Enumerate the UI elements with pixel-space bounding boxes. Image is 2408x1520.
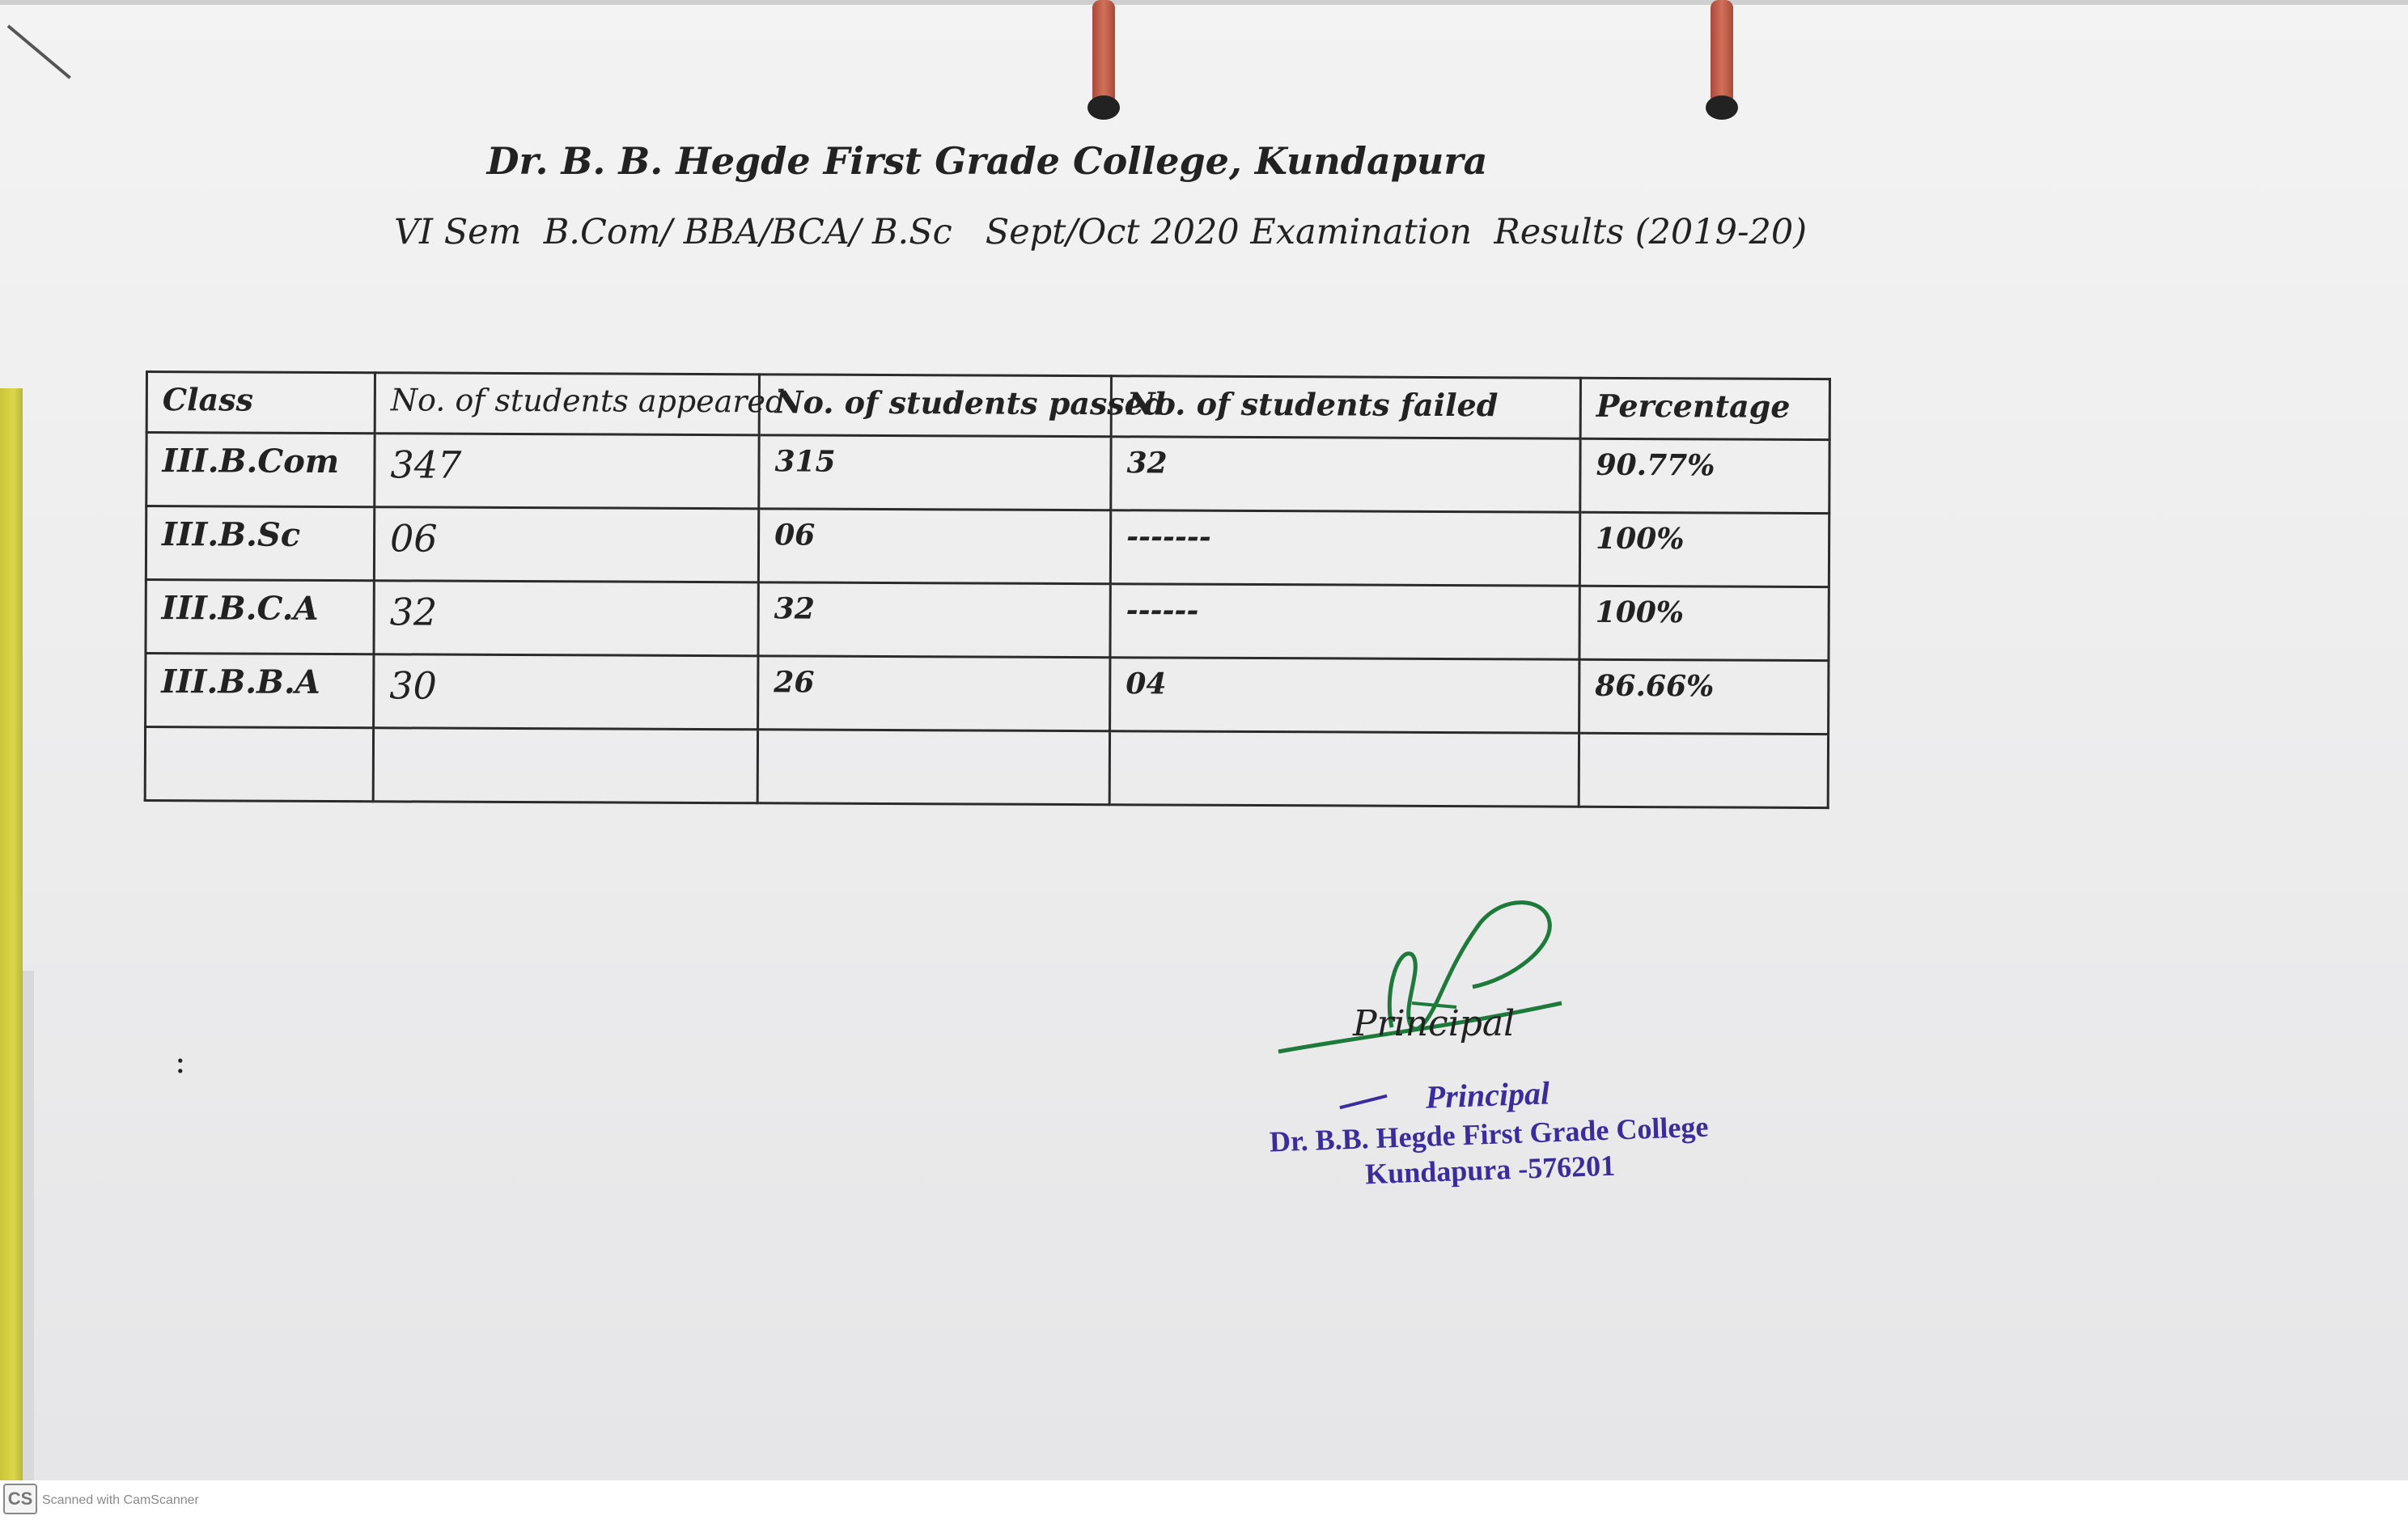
cell-class: III.B.Com	[146, 433, 375, 507]
table-row	[146, 506, 1829, 587]
stamp-college: Dr. B.B. Hegde First Grade College	[1269, 1110, 1709, 1158]
cell-failed: -------	[1110, 510, 1579, 586]
cell-empty	[373, 728, 757, 803]
cell-passed: 32	[758, 582, 1110, 658]
binding-string-right	[1711, 0, 1733, 105]
cell-appeared: 32	[374, 581, 758, 656]
scanner-watermark: Scanned with CamScanner	[42, 1493, 199, 1507]
cell-percentage: 100%	[1579, 512, 1829, 586]
exam-subtitle: VI Sem B.Com/ BBA/BCA/ B.Sc Sept/Oct 2020 Examination Results (2019-20)	[393, 212, 1807, 252]
folder-edge	[0, 388, 23, 1480]
cell-appeared: 06	[374, 507, 758, 582]
cell-class: III.B.C.A	[146, 580, 374, 654]
page-top-edge	[0, 0, 2408, 5]
table-row	[146, 654, 1829, 735]
cell-percentage: 90.77%	[1580, 438, 1829, 513]
cell-passed: 26	[758, 656, 1110, 731]
college-title: Dr. B. B. Hegde First Grade College, Kundapura	[486, 139, 1488, 183]
header-passed: No. of students passed	[759, 375, 1111, 437]
signature-label: Principal	[1353, 1003, 1516, 1044]
stamp-address: Kundapura -576201	[1364, 1149, 1616, 1191]
camscanner-icon: CS	[3, 1484, 37, 1514]
cell-failed: ------	[1110, 584, 1579, 660]
header-appeared: No. of students appeared	[375, 373, 759, 435]
cell-empty	[1109, 731, 1579, 807]
cell-empty	[145, 727, 373, 802]
cell-failed: 04	[1110, 658, 1579, 734]
college-stamp	[1244, 1068, 1733, 1196]
table-row-empty	[145, 727, 1828, 808]
cell-class: III.B.Sc	[146, 506, 374, 581]
stamp-title: Principal	[1425, 1074, 1550, 1116]
results-table	[144, 370, 1831, 809]
table-row	[146, 580, 1829, 661]
scan-footer	[0, 1480, 2408, 1520]
cell-empty	[1579, 733, 1828, 807]
cell-appeared: 30	[374, 654, 758, 730]
cell-failed: 32	[1111, 437, 1580, 513]
cell-percentage: 100%	[1579, 586, 1829, 660]
binding-hole-left	[1087, 95, 1120, 120]
cell-passed: 06	[758, 509, 1110, 584]
header-percentage: Percentage	[1580, 378, 1829, 439]
binding-hole-right	[1706, 95, 1738, 120]
header-class: Class	[146, 372, 375, 434]
cell-percentage: 86.66%	[1579, 659, 1829, 734]
binding-string-left	[1092, 0, 1115, 105]
cell-class: III.B.B.A	[146, 654, 374, 728]
cell-passed: 315	[759, 435, 1111, 510]
table-header-row	[146, 372, 1829, 440]
table-row	[146, 433, 1829, 514]
header-failed: No. of students failed	[1111, 376, 1580, 439]
stray-mark: :	[175, 1044, 186, 1081]
paper-fold	[23, 971, 34, 1480]
cell-appeared: 347	[375, 434, 759, 509]
cell-empty	[757, 730, 1109, 805]
